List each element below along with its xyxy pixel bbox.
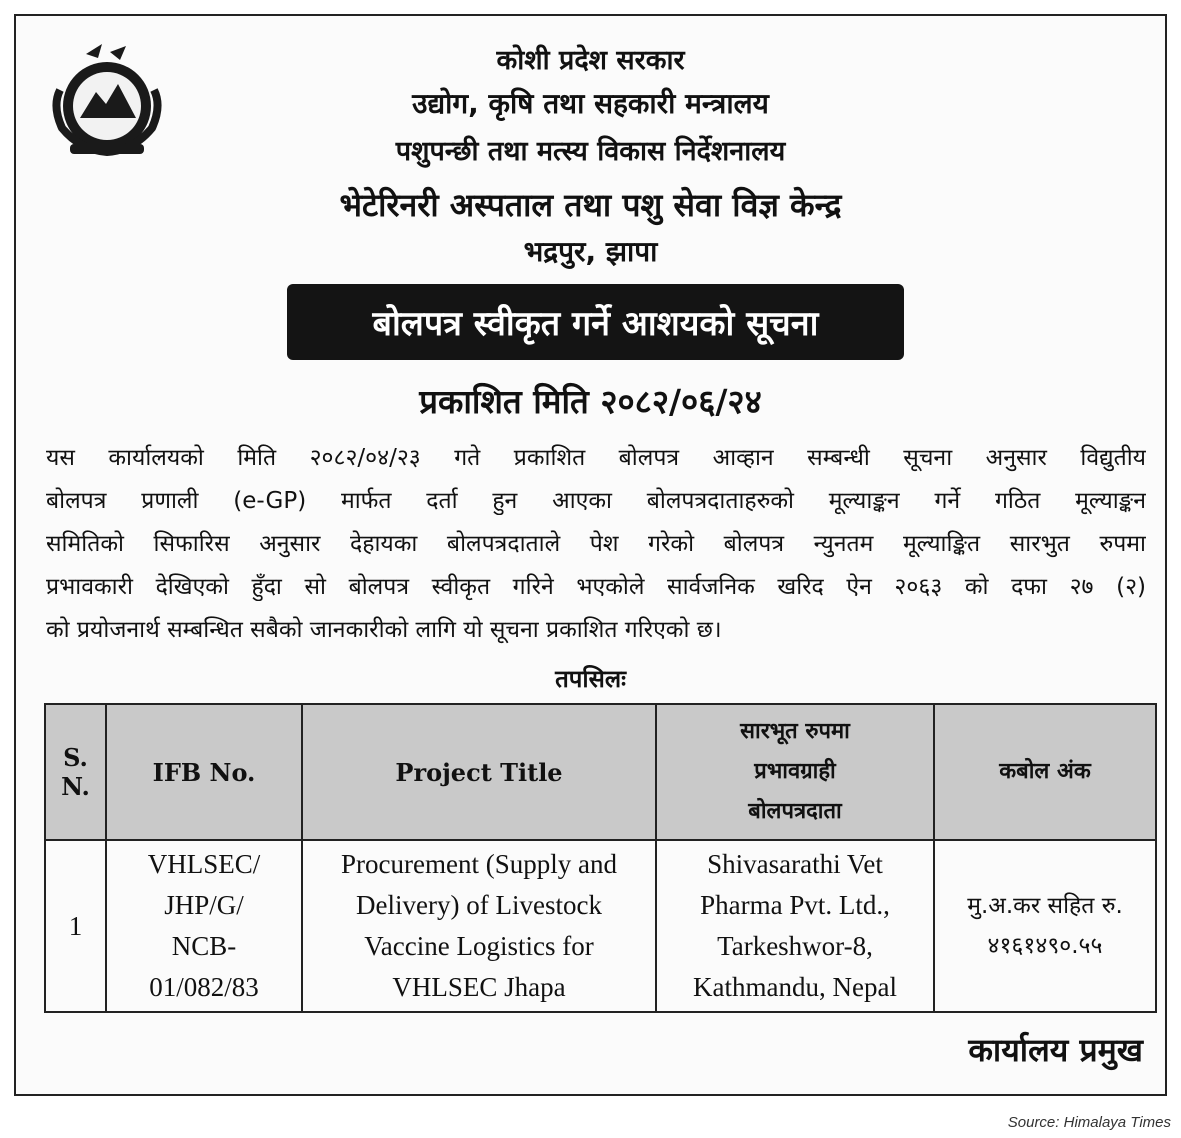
header-directorate: पशुपन्छी तथा मत्स्य विकास निर्देशनालय: [395, 136, 786, 167]
header-ifb-no: IFB No.: [106, 704, 302, 840]
cell-sn: 1: [45, 840, 106, 1012]
body-line-3: समितिको सिफारिस अनुसार देहायका बोलपत्रदाताले पेश गरेको बोलपत्र न्युनतम मूल्याङ्कित सारभुत रुपमा: [46, 531, 1146, 557]
header-project-title: Project Title: [302, 704, 656, 840]
header-bid-amount: कबोल अंक: [934, 704, 1156, 840]
cell-ifb-no: VHLSEC/ JHP/G/ NCB- 01/082/83: [106, 840, 302, 1012]
header-office: भेटेरिनरी अस्पताल तथा पशु सेवा विज्ञ केन्द्र: [339, 186, 842, 224]
body-line-4: प्रभावकारी देखिएको हुँदा सो बोलपत्र स्वीकृत गरिने भएकोले सार्वजनिक खरिद ऐन २०६३ को दफा २७ (२): [46, 574, 1146, 600]
signature-office-chief: कार्यालय प्रमुख: [968, 1031, 1143, 1069]
award-table: [44, 703, 1157, 1013]
table-row: [45, 840, 1156, 1012]
body-line-5: को प्रयोजनार्थ सम्बन्धित सबैको जानकारीको लागि यो सूचना प्रकाशित गरिएको छ।: [46, 617, 722, 643]
header-ministry: उद्योग, कृषि तथा सहकारी मन्त्रालय: [412, 87, 769, 120]
header-government: कोशी प्रदेश सरकार: [496, 45, 685, 76]
cell-bid-amount: मु.अ.कर सहित रु. ४१६१४९०.५५: [934, 840, 1156, 1012]
body-line-2: बोलपत्र प्रणाली (e-GP) मार्फत दर्ता हुन आएका बोलपत्रदाताहरुको मूल्याङ्कन गर्ने गठित मूल्याङ्कन: [46, 488, 1146, 514]
cell-bidder: Shivasarathi Vet Pharma Pvt. Ltd., Tarkeshwor-8, Kathmandu, Nepal: [656, 840, 934, 1012]
cell-project-title: Procurement (Supply and Delivery) of Livestock Vaccine Logistics for VHLSEC Jhapa: [302, 840, 656, 1012]
source-credit: Source: Himalaya Times: [1007, 1114, 1171, 1131]
details-label: तपसिलः: [555, 665, 626, 693]
published-date: प्रकाशित मिति २०८२/०६/२४: [419, 382, 762, 421]
notice-title: बोलपत्र स्वीकृत गर्ने आशयको सूचना: [287, 284, 904, 360]
header-sn: S. N.: [45, 704, 106, 840]
body-line-1: यस कार्यालयको मिति २०८२/०४/२३ गते प्रकाशित बोलपत्र आव्हान सम्बन्धी सूचना अनुसार विद्युतीय: [46, 445, 1146, 471]
table-header-row: [45, 704, 1156, 840]
header-location: भद्रपुर, झापा: [523, 235, 658, 268]
header-bidder: सारभूत रुपमा प्रभावग्राही बोलपत्रदाता: [656, 704, 934, 840]
